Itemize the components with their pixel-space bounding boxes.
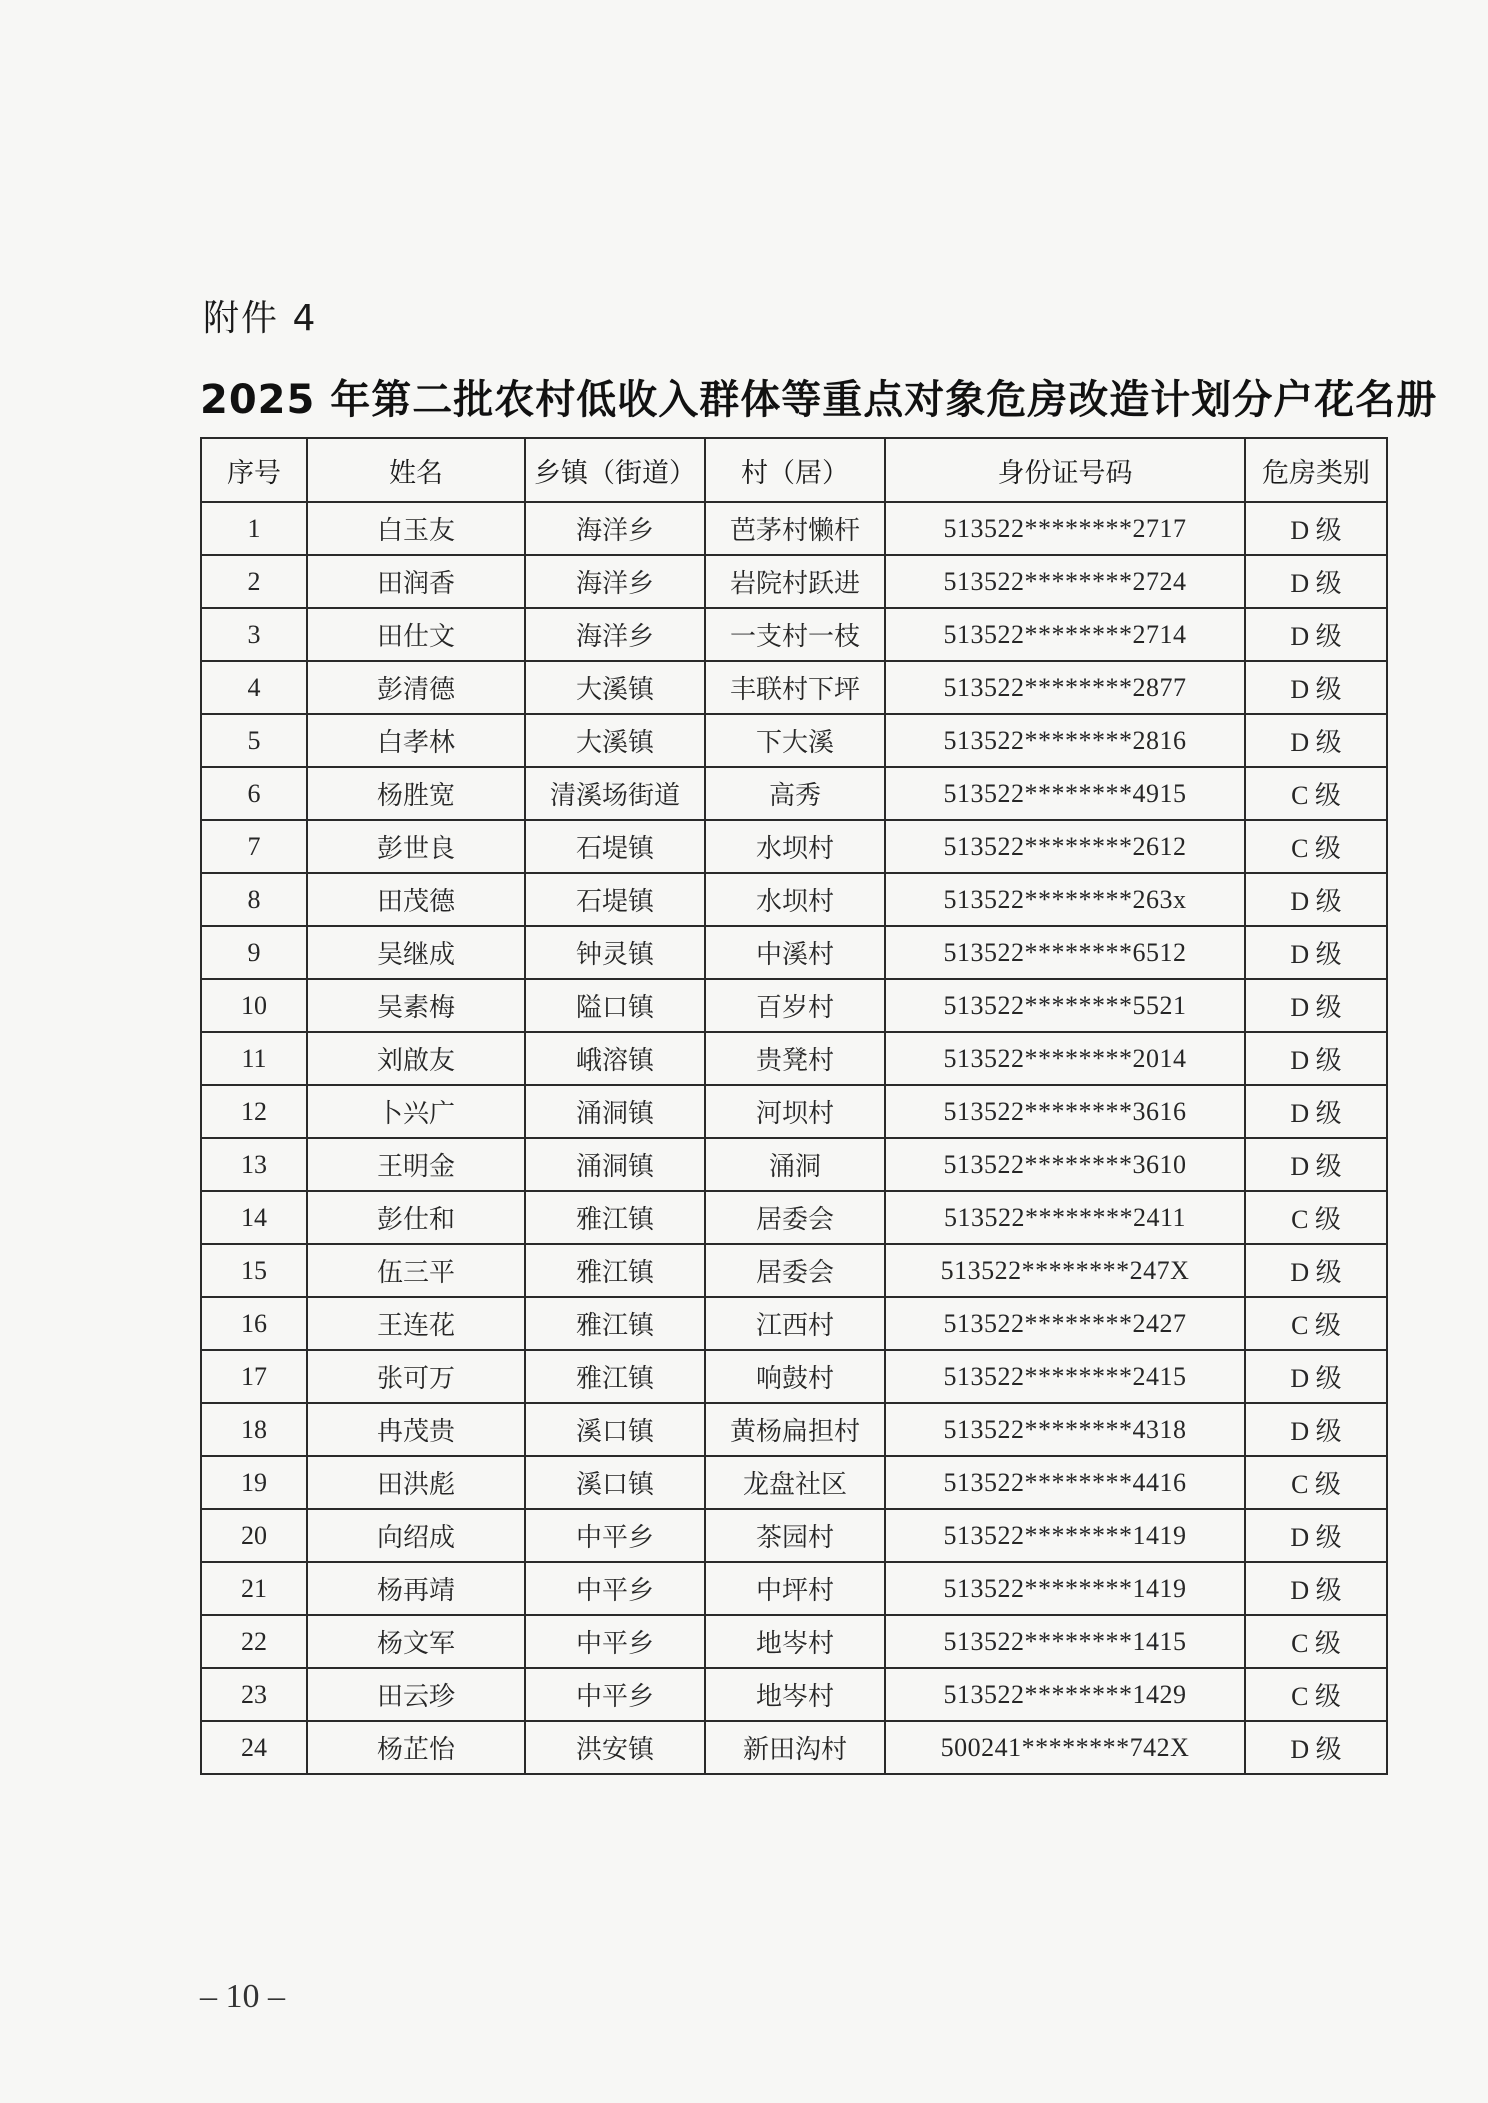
cell-town: 涌洞镇 [525,1085,705,1138]
cell-name: 杨再靖 [307,1562,525,1615]
table-row [201,714,1387,767]
cell-name: 杨芷怡 [307,1721,525,1774]
document-title: 2025 年第二批农村低收入群体等重点对象危房改造计划分户花名册 [200,377,1438,423]
cell-house-class: D 级 [1245,979,1387,1032]
cell-seq: 15 [201,1244,307,1297]
column-header-house-class: 危房类别 [1245,438,1387,502]
cell-name: 冉茂贵 [307,1403,525,1456]
cell-id-number: 513522********2877 [885,661,1245,714]
cell-name: 向绍成 [307,1509,525,1562]
cell-id-number: 513522********6512 [885,926,1245,979]
cell-town: 雅江镇 [525,1244,705,1297]
cell-town: 中平乡 [525,1562,705,1615]
cell-seq: 1 [201,502,307,555]
cell-seq: 6 [201,767,307,820]
cell-seq: 17 [201,1350,307,1403]
cell-house-class: D 级 [1245,714,1387,767]
cell-town: 隘口镇 [525,979,705,1032]
cell-id-number: 513522********4318 [885,1403,1245,1456]
cell-name: 田仕文 [307,608,525,661]
cell-id-number: 513522********263x [885,873,1245,926]
cell-town: 海洋乡 [525,555,705,608]
table-row [201,873,1387,926]
cell-name: 彭世良 [307,820,525,873]
cell-name: 田润香 [307,555,525,608]
cell-seq: 23 [201,1668,307,1721]
cell-seq: 4 [201,661,307,714]
cell-house-class: D 级 [1245,1085,1387,1138]
cell-village: 芭茅村懒杆 [705,502,885,555]
cell-house-class: D 级 [1245,926,1387,979]
cell-village: 水坝村 [705,873,885,926]
cell-village: 地岑村 [705,1615,885,1668]
table-row [201,820,1387,873]
table-row [201,1085,1387,1138]
cell-village: 地岑村 [705,1668,885,1721]
cell-town: 洪安镇 [525,1721,705,1774]
cell-name: 卜兴广 [307,1085,525,1138]
cell-seq: 12 [201,1085,307,1138]
cell-name: 田茂德 [307,873,525,926]
table-row [201,1244,1387,1297]
cell-seq: 8 [201,873,307,926]
cell-village: 中坪村 [705,1562,885,1615]
cell-town: 雅江镇 [525,1350,705,1403]
table-row [201,1456,1387,1509]
table-row [201,1032,1387,1085]
column-header-town: 乡镇（街道） [525,438,705,502]
cell-id-number: 513522********1419 [885,1509,1245,1562]
cell-id-number: 513522********4416 [885,1456,1245,1509]
table-row [201,1191,1387,1244]
cell-house-class: D 级 [1245,1403,1387,1456]
cell-town: 中平乡 [525,1668,705,1721]
table-row [201,926,1387,979]
cell-seq: 2 [201,555,307,608]
cell-village: 居委会 [705,1244,885,1297]
cell-seq: 7 [201,820,307,873]
cell-town: 海洋乡 [525,502,705,555]
table-row [201,767,1387,820]
cell-seq: 21 [201,1562,307,1615]
cell-town: 雅江镇 [525,1297,705,1350]
cell-seq: 3 [201,608,307,661]
cell-town: 石堤镇 [525,873,705,926]
cell-village: 岩院村跃进 [705,555,885,608]
cell-town: 石堤镇 [525,820,705,873]
cell-id-number: 513522********4915 [885,767,1245,820]
column-header-id-number: 身份证号码 [885,438,1245,502]
cell-name: 伍三平 [307,1244,525,1297]
cell-house-class: C 级 [1245,820,1387,873]
cell-seq: 11 [201,1032,307,1085]
cell-name: 田洪彪 [307,1456,525,1509]
cell-seq: 14 [201,1191,307,1244]
table-row [201,502,1387,555]
cell-house-class: D 级 [1245,555,1387,608]
cell-village: 水坝村 [705,820,885,873]
cell-house-class: D 级 [1245,502,1387,555]
cell-village: 中溪村 [705,926,885,979]
cell-seq: 16 [201,1297,307,1350]
cell-house-class: C 级 [1245,1191,1387,1244]
cell-house-class: D 级 [1245,1244,1387,1297]
table-row [201,608,1387,661]
table-row [201,1297,1387,1350]
cell-id-number: 513522********2714 [885,608,1245,661]
cell-id-number: 513522********2415 [885,1350,1245,1403]
cell-town: 涌洞镇 [525,1138,705,1191]
table-row [201,1668,1387,1721]
cell-id-number: 513522********1415 [885,1615,1245,1668]
cell-name: 田云珍 [307,1668,525,1721]
cell-village: 涌洞 [705,1138,885,1191]
cell-house-class: D 级 [1245,873,1387,926]
cell-seq: 24 [201,1721,307,1774]
cell-seq: 22 [201,1615,307,1668]
cell-village: 贵凳村 [705,1032,885,1085]
attachment-label: 附件 4 [203,298,318,339]
cell-id-number: 513522********1419 [885,1562,1245,1615]
cell-name: 吴继成 [307,926,525,979]
cell-house-class: C 级 [1245,1615,1387,1668]
cell-house-class: D 级 [1245,608,1387,661]
cell-town: 海洋乡 [525,608,705,661]
cell-seq: 10 [201,979,307,1032]
cell-town: 中平乡 [525,1509,705,1562]
cell-town: 溪口镇 [525,1456,705,1509]
cell-village: 江西村 [705,1297,885,1350]
cell-seq: 20 [201,1509,307,1562]
column-header-seq: 序号 [201,438,307,502]
page-number: – 10 – [200,1978,285,2015]
cell-village: 高秀 [705,767,885,820]
table-row [201,1721,1387,1774]
cell-village: 百岁村 [705,979,885,1032]
cell-name: 张可万 [307,1350,525,1403]
cell-town: 雅江镇 [525,1191,705,1244]
table-header-row [201,438,1387,502]
cell-name: 吴素梅 [307,979,525,1032]
column-header-name: 姓名 [307,438,525,502]
cell-town: 大溪镇 [525,661,705,714]
cell-town: 大溪镇 [525,714,705,767]
cell-town: 钟灵镇 [525,926,705,979]
cell-village: 居委会 [705,1191,885,1244]
cell-house-class: C 级 [1245,1456,1387,1509]
cell-village: 龙盘社区 [705,1456,885,1509]
cell-house-class: D 级 [1245,1562,1387,1615]
cell-house-class: D 级 [1245,1350,1387,1403]
cell-name: 刘啟友 [307,1032,525,1085]
cell-name: 白孝林 [307,714,525,767]
cell-name: 杨文军 [307,1615,525,1668]
cell-village: 响鼓村 [705,1350,885,1403]
cell-village: 黄杨扁担村 [705,1403,885,1456]
cell-village: 河坝村 [705,1085,885,1138]
table-row [201,979,1387,1032]
cell-id-number: 513522********2411 [885,1191,1245,1244]
cell-id-number: 500241********742X [885,1721,1245,1774]
cell-town: 清溪场街道 [525,767,705,820]
cell-village: 新田沟村 [705,1721,885,1774]
cell-id-number: 513522********5521 [885,979,1245,1032]
cell-name: 杨胜宽 [307,767,525,820]
cell-town: 溪口镇 [525,1403,705,1456]
table-body [201,502,1387,1774]
cell-town: 峨溶镇 [525,1032,705,1085]
cell-house-class: D 级 [1245,1509,1387,1562]
cell-seq: 19 [201,1456,307,1509]
cell-house-class: C 级 [1245,767,1387,820]
cell-house-class: D 级 [1245,1138,1387,1191]
cell-house-class: D 级 [1245,1032,1387,1085]
table-row [201,1403,1387,1456]
cell-name: 彭清德 [307,661,525,714]
cell-id-number: 513522********2014 [885,1032,1245,1085]
cell-house-class: D 级 [1245,1721,1387,1774]
table-row [201,1615,1387,1668]
cell-seq: 9 [201,926,307,979]
cell-seq: 13 [201,1138,307,1191]
cell-id-number: 513522********3616 [885,1085,1245,1138]
cell-seq: 18 [201,1403,307,1456]
cell-id-number: 513522********1429 [885,1668,1245,1721]
table-row [201,1138,1387,1191]
cell-id-number: 513522********2717 [885,502,1245,555]
cell-name: 王连花 [307,1297,525,1350]
cell-house-class: C 级 [1245,1668,1387,1721]
column-header-village: 村（居） [705,438,885,502]
cell-village: 下大溪 [705,714,885,767]
cell-name: 彭仕和 [307,1191,525,1244]
table-row [201,555,1387,608]
roster-table [200,437,1388,1775]
cell-name: 白玉友 [307,502,525,555]
cell-village: 一支村一枝 [705,608,885,661]
cell-house-class: C 级 [1245,1297,1387,1350]
cell-village: 丰联村下坪 [705,661,885,714]
cell-id-number: 513522********2427 [885,1297,1245,1350]
cell-id-number: 513522********2612 [885,820,1245,873]
table-row [201,1562,1387,1615]
cell-id-number: 513522********2816 [885,714,1245,767]
table-row [201,1350,1387,1403]
table-row [201,1509,1387,1562]
cell-town: 中平乡 [525,1615,705,1668]
cell-id-number: 513522********247X [885,1244,1245,1297]
cell-seq: 5 [201,714,307,767]
cell-id-number: 513522********3610 [885,1138,1245,1191]
cell-village: 茶园村 [705,1509,885,1562]
cell-house-class: D 级 [1245,661,1387,714]
table-row [201,661,1387,714]
cell-id-number: 513522********2724 [885,555,1245,608]
cell-name: 王明金 [307,1138,525,1191]
